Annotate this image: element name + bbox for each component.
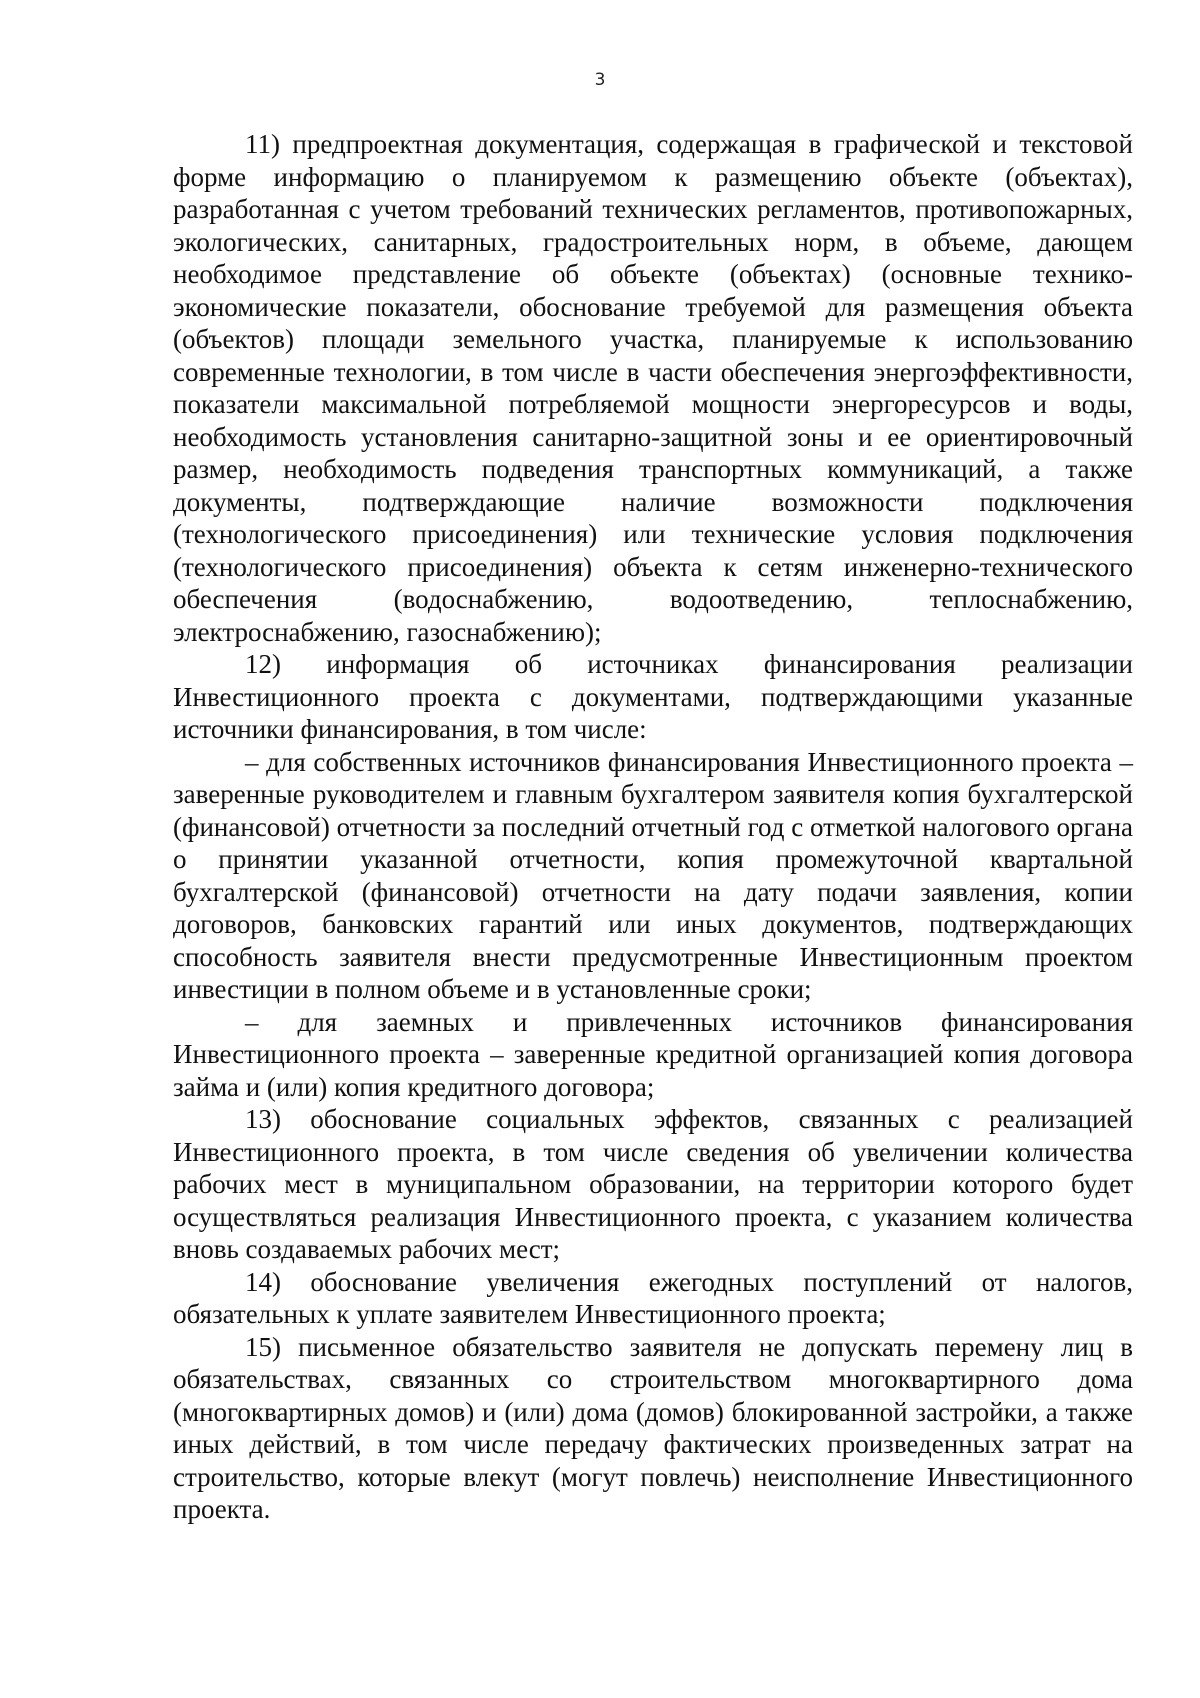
- document-body: [173, 128, 1133, 1526]
- paragraph-item-12: 12) информация об источниках финансирования реализации Инвестиционного проекта с документами, подтверждающими указанные источники финансирования, в том числе:: [173, 649, 1133, 744]
- paragraph-own-funding: – для собственных источников финансирования Инвестиционного проекта – заверенные руководителем и главным бухгалтером заявителя копия бухгалтерской (финансовой) отчетности за последний отчетный год с отметкой налогового органа о принятии указанной отчетности, копия промежуточной квартальной бухгалтерской (финансовой) отчетности на дату подачи заявления, копии договоров, банковских гарантий или иных документов, подтверждающих способность заявителя внести предусмотренные Инвестиционным проектом инвестиции в полном объеме и в установленные сроки;: [173, 746, 1133, 1004]
- page-number: 3: [594, 70, 606, 90]
- paragraph-borrowed-funding: – для заемных и привлеченных источников финансирования Инвестиционного проекта – заверенные кредитной организацией копия договора займа и (или) копия кредитного договора;: [173, 1006, 1133, 1102]
- paragraph-item-11: 11) предпроектная документация, содержащая в графической и текстовой форме информацию о планируемом к размещению объекте (объектах), разработанная с учетом требований технических регламентов, противопожарных, экологических, санитарных, градостроительных норм, в объеме, дающем необходимое представление об объекте (объектах) (основные технико-экономические показатели, обоснование требуемой для размещения объекта (объектов) площади земельного участка, планируемые к использованию современные технологии, в том числе в части обеспечения энергоэффективности, показатели максимальной потребляемой мощности энергоресурсов и воды, необходимость установления санитарно-защитной зоны и ее ориентировочный размер, необходимость подведения транспортных коммуникаций, а также документы, подтверждающие наличие возможности подключения (технологического присоединения) или технические условия подключения (технологического присоединения) объекта к сетям инженерно-технического обеспечения (водоснабжению, водоотведению, теплоснабжению, электроснабжению, газоснабжению);: [173, 129, 1133, 647]
- paragraph-item-14: 14) обоснование увеличения ежегодных поступлений от налогов, обязательных к уплате заявителем Инвестиционного проекта;: [173, 1266, 1133, 1329]
- paragraph-item-15: 15) письменное обязательство заявителя не допускать перемену лиц в обязательствах, связанных со строительством многоквартирного дома (многоквартирных домов) и (или) дома (домов) блокированной застройки, а также иных действий, в том числе передачу фактических произведенных затрат на строительство, которые влекут (могут повлечь) неисполнение Инвестиционного проекта.: [173, 1331, 1133, 1524]
- paragraph-item-13: 13) обоснование социальных эффектов, связанных с реализацией Инвестиционного проекта, в том числе сведения об увеличении количества рабочих мест в муниципальном образовании, на территории которого будет осуществляться реализация Инвестиционного проекта, с указанием количества вновь создаваемых рабочих мест;: [173, 1104, 1133, 1264]
